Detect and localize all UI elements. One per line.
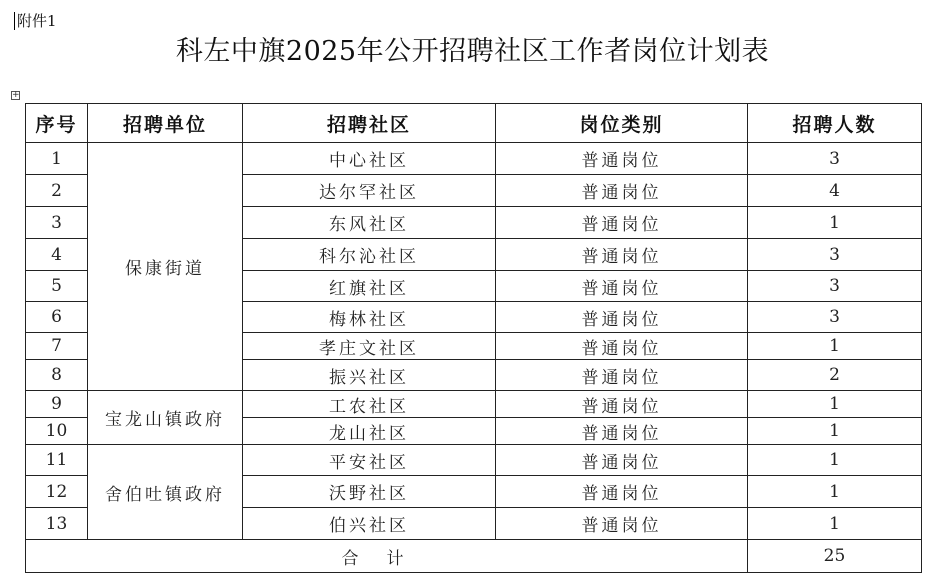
header-community: 招聘社区 [243,104,496,143]
category-cell: 普通岗位 [496,445,748,476]
category-cell: 普通岗位 [496,175,748,207]
category-cell: 普通岗位 [496,207,748,239]
header-unit: 招聘单位 [88,104,243,143]
community-cell: 龙山社区 [243,418,496,445]
community-cell: 振兴社区 [243,360,496,391]
category-cell: 普通岗位 [496,391,748,418]
table-row [26,143,922,175]
category-cell: 普通岗位 [496,508,748,540]
row-index: 5 [26,271,88,302]
row-index: 12 [26,476,88,508]
row-index: 9 [26,391,88,418]
count-cell: 1 [748,333,922,360]
table-row [26,391,922,418]
total-label: 合计 [26,540,748,573]
count-cell: 4 [748,175,922,207]
row-index: 10 [26,418,88,445]
row-index: 11 [26,445,88,476]
category-cell: 普通岗位 [496,143,748,175]
count-cell: 1 [748,445,922,476]
count-cell: 1 [748,418,922,445]
count-cell: 3 [748,271,922,302]
total-row [26,540,922,573]
community-cell: 红旗社区 [243,271,496,302]
category-cell: 普通岗位 [496,239,748,271]
unit-cell: 保康街道 [88,143,243,391]
unit-cell: 宝龙山镇政府 [88,391,243,445]
community-cell: 达尔罕社区 [243,175,496,207]
table-move-handle-icon[interactable]: + [12,90,20,100]
community-cell: 中心社区 [243,143,496,175]
category-cell: 普通岗位 [496,271,748,302]
community-cell: 东风社区 [243,207,496,239]
community-cell: 科尔沁社区 [243,239,496,271]
category-cell: 普通岗位 [496,476,748,508]
count-cell: 3 [748,239,922,271]
row-index: 2 [26,175,88,207]
recruitment-plan-table [25,103,922,573]
community-cell: 孝庄文社区 [243,333,496,360]
count-cell: 1 [748,391,922,418]
count-cell: 3 [748,143,922,175]
category-cell: 普通岗位 [496,302,748,333]
header-index: 序号 [26,104,88,143]
header-count: 招聘人数 [748,104,922,143]
table-row [26,445,922,476]
row-index: 13 [26,508,88,540]
community-cell: 工农社区 [243,391,496,418]
row-index: 7 [26,333,88,360]
count-cell: 1 [748,476,922,508]
count-cell: 1 [748,508,922,540]
row-index: 8 [26,360,88,391]
unit-cell: 舍伯吐镇政府 [88,445,243,540]
attachment-label: 附件1 [14,12,57,30]
category-cell: 普通岗位 [496,418,748,445]
row-index: 4 [26,239,88,271]
table-header-row [26,104,922,143]
count-cell: 2 [748,360,922,391]
category-cell: 普通岗位 [496,360,748,391]
category-cell: 普通岗位 [496,333,748,360]
count-cell: 3 [748,302,922,333]
community-cell: 平安社区 [243,445,496,476]
row-index: 3 [26,207,88,239]
header-category: 岗位类别 [496,104,748,143]
community-cell: 伯兴社区 [243,508,496,540]
count-cell: 1 [748,207,922,239]
community-cell: 沃野社区 [243,476,496,508]
document-title: 科左中旗2025年公开招聘社区工作者岗位计划表 [175,36,770,67]
community-cell: 梅林社区 [243,302,496,333]
row-index: 6 [26,302,88,333]
total-count: 25 [748,540,922,573]
row-index: 1 [26,143,88,175]
